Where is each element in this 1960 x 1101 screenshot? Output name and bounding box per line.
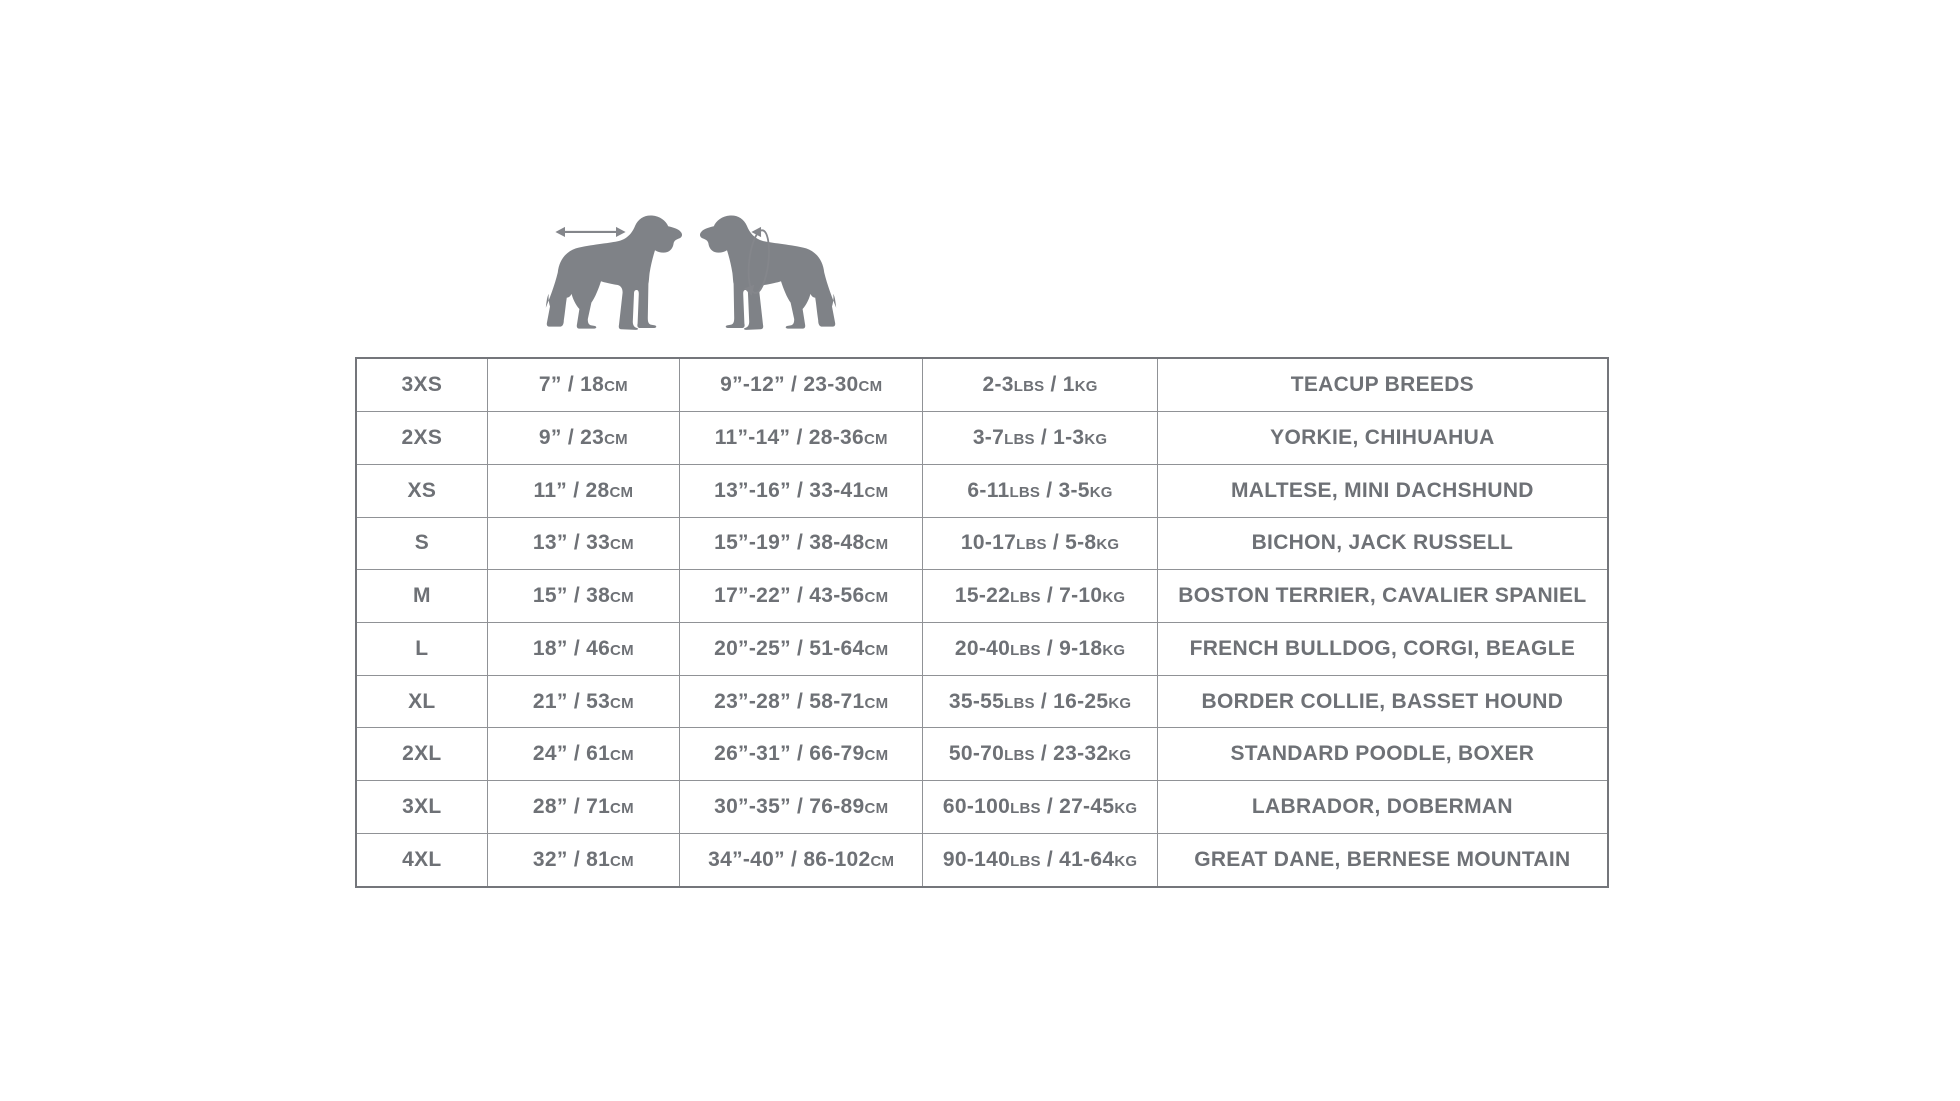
- unit-label: KG: [1114, 852, 1138, 870]
- unit-label: CM: [863, 431, 888, 449]
- unit-label: CM: [858, 378, 883, 396]
- table-row: [356, 833, 1608, 887]
- unit-label: CM: [610, 589, 634, 607]
- size-cell: M: [356, 570, 487, 623]
- dog-chest-girth-illustration: [700, 215, 836, 329]
- weight-cell: 6-11LBS / 3-5KG: [923, 464, 1157, 517]
- weight-cell: 15-22LBS / 7-10KG: [923, 570, 1157, 623]
- unit-label: CM: [864, 641, 889, 659]
- example-breeds-cell: STANDARD POODLE, BOXER: [1157, 728, 1608, 781]
- unit-label: CM: [604, 378, 628, 396]
- size-cell: 2XS: [356, 412, 487, 465]
- chest-girth-cell: 11”-14” / 28-36CM: [680, 412, 923, 465]
- table-row: [356, 622, 1608, 675]
- size-cell: XL: [356, 675, 487, 728]
- measurement-diagram-svg: [541, 213, 841, 333]
- weight-cell: 3-7LBS / 1-3KG: [923, 412, 1157, 465]
- unit-label: LBS: [1004, 694, 1035, 712]
- dog-size-chart-table: [355, 357, 1609, 888]
- chest-girth-cell: 23”-28” / 58-71CM: [680, 675, 923, 728]
- unit-label: CM: [610, 641, 634, 659]
- chest-girth-cell: 20”-25” / 51-64CM: [680, 622, 923, 675]
- unit-label: CM: [864, 694, 889, 712]
- size-chart-table-body: [356, 358, 1608, 887]
- unit-label: CM: [864, 536, 889, 554]
- unit-label: CM: [610, 694, 634, 712]
- unit-label: LBS: [1009, 483, 1041, 501]
- chest-girth-cell: 13”-16” / 33-41CM: [680, 464, 923, 517]
- back-length-cell: 18” / 46CM: [487, 622, 679, 675]
- back-length-cell: 32” / 81CM: [487, 833, 679, 887]
- size-cell: L: [356, 622, 487, 675]
- unit-label: LBS: [1013, 378, 1045, 396]
- unit-label: CM: [870, 852, 895, 870]
- unit-label: CM: [610, 747, 634, 765]
- unit-label: CM: [610, 799, 634, 817]
- unit-label: KG: [1074, 378, 1098, 396]
- example-breeds-cell: YORKIE, CHIHUAHUA: [1157, 412, 1608, 465]
- unit-label: CM: [864, 799, 889, 817]
- weight-cell: 35-55LBS / 16-25KG: [923, 675, 1157, 728]
- back-length-cell: 9” / 23CM: [487, 412, 679, 465]
- unit-label: LBS: [1010, 589, 1041, 607]
- unit-label: CM: [864, 589, 889, 607]
- unit-label: KG: [1114, 799, 1138, 817]
- back-length-cell: 13” / 33CM: [487, 517, 679, 570]
- unit-label: LBS: [1004, 431, 1035, 449]
- unit-label: CM: [610, 852, 634, 870]
- unit-label: LBS: [1010, 799, 1041, 817]
- weight-cell: 10-17LBS / 5-8KG: [923, 517, 1157, 570]
- example-breeds-cell: BICHON, JACK RUSSELL: [1157, 517, 1608, 570]
- unit-label: CM: [864, 483, 889, 501]
- unit-label: KG: [1102, 589, 1126, 607]
- unit-label: KG: [1084, 431, 1108, 449]
- unit-label: KG: [1102, 641, 1126, 659]
- unit-label: LBS: [1010, 852, 1041, 870]
- back-length-cell: 7” / 18CM: [487, 358, 679, 412]
- example-breeds-cell: GREAT DANE, BERNESE MOUNTAIN: [1157, 833, 1608, 887]
- unit-label: KG: [1089, 483, 1113, 501]
- weight-cell: 20-40LBS / 9-18KG: [923, 622, 1157, 675]
- unit-label: LBS: [1016, 536, 1047, 554]
- chest-girth-cell: 15”-19” / 38-48CM: [680, 517, 923, 570]
- size-cell: 2XL: [356, 728, 487, 781]
- chest-girth-cell: 30”-35” / 76-89CM: [680, 781, 923, 834]
- unit-label: LBS: [1004, 747, 1035, 765]
- weight-cell: 50-70LBS / 23-32KG: [923, 728, 1157, 781]
- unit-label: CM: [610, 536, 634, 554]
- table-row: [356, 412, 1608, 465]
- back-length-cell: 24” / 61CM: [487, 728, 679, 781]
- dog-back-length-illustration: [546, 215, 682, 329]
- example-breeds-cell: LABRADOR, DOBERMAN: [1157, 781, 1608, 834]
- chest-girth-cell: 26”-31” / 66-79CM: [680, 728, 923, 781]
- table-row: [356, 517, 1608, 570]
- unit-label: CM: [604, 431, 628, 449]
- size-cell: S: [356, 517, 487, 570]
- example-breeds-cell: TEACUP BREEDS: [1157, 358, 1608, 412]
- back-length-arrow-icon: [555, 227, 625, 237]
- weight-cell: 90-140LBS / 41-64KG: [923, 833, 1157, 887]
- chest-girth-cell: 34”-40” / 86-102CM: [680, 833, 923, 887]
- example-breeds-cell: BORDER COLLIE, BASSET HOUND: [1157, 675, 1608, 728]
- table-row: [356, 570, 1608, 623]
- chest-girth-cell: 17”-22” / 43-56CM: [680, 570, 923, 623]
- unit-label: KG: [1108, 747, 1132, 765]
- measurement-diagram: [541, 213, 841, 333]
- example-breeds-cell: MALTESE, MINI DACHSHUND: [1157, 464, 1608, 517]
- unit-label: KG: [1096, 536, 1120, 554]
- back-length-cell: 15” / 38CM: [487, 570, 679, 623]
- size-cell: 3XL: [356, 781, 487, 834]
- table-row: [356, 728, 1608, 781]
- table-row: [356, 358, 1608, 412]
- table-row: [356, 675, 1608, 728]
- back-length-cell: 28” / 71CM: [487, 781, 679, 834]
- back-length-cell: 11” / 28CM: [487, 464, 679, 517]
- unit-label: KG: [1108, 694, 1132, 712]
- size-cell: XS: [356, 464, 487, 517]
- weight-cell: 60-100LBS / 27-45KG: [923, 781, 1157, 834]
- example-breeds-cell: BOSTON TERRIER, CAVALIER SPANIEL: [1157, 570, 1608, 623]
- size-cell: 3XS: [356, 358, 487, 412]
- table-row: [356, 464, 1608, 517]
- example-breeds-cell: FRENCH BULLDOG, CORGI, BEAGLE: [1157, 622, 1608, 675]
- unit-label: LBS: [1010, 641, 1041, 659]
- weight-cell: 2-3LBS / 1KG: [923, 358, 1157, 412]
- table-row: [356, 781, 1608, 834]
- chest-girth-cell: 9”-12” / 23-30CM: [680, 358, 923, 412]
- dog-silhouette-mirrored-icon: [700, 215, 836, 329]
- unit-label: CM: [609, 483, 634, 501]
- unit-label: CM: [864, 747, 889, 765]
- back-length-cell: 21” / 53CM: [487, 675, 679, 728]
- size-cell: 4XL: [356, 833, 487, 887]
